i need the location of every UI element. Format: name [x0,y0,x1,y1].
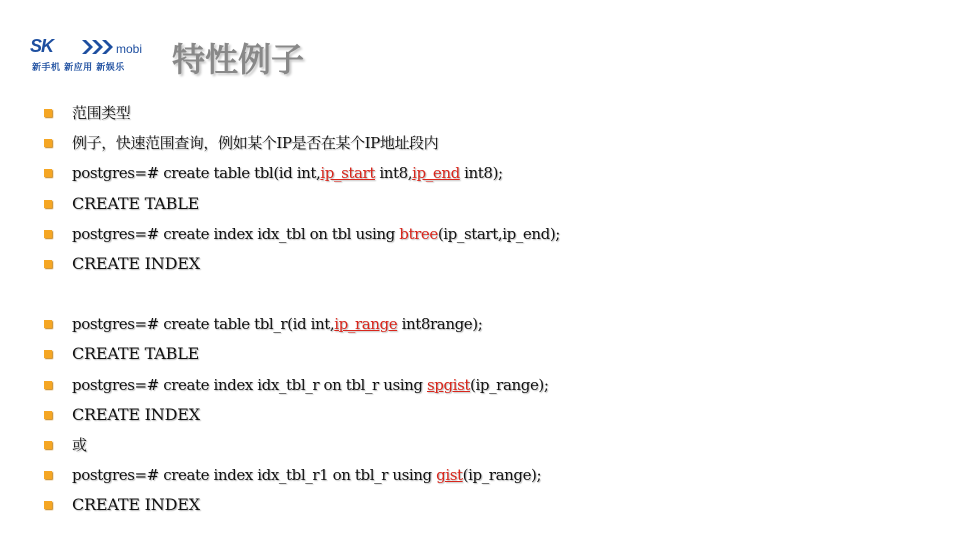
bullet-item [44,219,924,249]
bullet-text: CREATE INDEX [72,495,200,515]
highlighted-text: btree [399,224,438,243]
bullet-square-icon [44,169,52,177]
bullet-square-icon [44,350,52,358]
bullet-text: int8); [459,164,503,183]
logo-chevrons-icon [80,38,116,56]
logo-wordmark: SK [30,36,54,56]
bullet-text: postgres=# create index idx_tbl_r on tbl_r using [72,375,427,394]
bullet-text: CREATE TABLE [72,193,200,213]
bullet-square-icon [44,381,52,389]
highlighted-text: ip_range [334,315,398,334]
bullet-square-icon [44,320,52,328]
bullet-item [44,98,924,128]
bullet-square-icon [44,441,52,449]
bullet-text: postgres=# create table tbl_r(id int, [72,315,335,334]
bullet-item [44,128,924,158]
bullet-text: CREATE INDEX [72,253,200,273]
highlighted-text: ip_start [320,164,375,183]
logo-tagline: 新手机 新应用 新娱乐 [32,63,125,73]
company-logo [30,36,155,76]
bullet-text: (ip_range); [462,466,542,485]
logo-mobi-text: mobi [116,42,143,56]
bullet-text: postgres=# create index idx_tbl_r1 on tbl_r using [72,466,437,485]
bullet-text: CREATE INDEX [72,404,200,424]
bullet-text: 或 [72,435,87,454]
bullet-square-icon [44,230,52,238]
bullet-item [44,460,924,490]
bullet-item [44,430,924,460]
bullet-list [44,98,924,520]
bullet-item [44,309,924,339]
highlighted-text: ip_end [412,164,460,183]
bullet-item [44,370,924,400]
bullet-text: int8range); [397,315,483,334]
bullet-item [44,249,924,279]
bullet-item [44,400,924,430]
bullet-square-icon [44,411,52,419]
bullet-text: postgres=# create table tbl(id int, [72,164,321,183]
bullet-square-icon [44,109,52,117]
bullet-square-icon [44,139,52,147]
highlighted-text: gist [436,466,463,485]
bullet-item [44,490,924,520]
slide-title: 特性例子 [172,40,304,79]
bullet-item [44,158,924,188]
bullet-text: 例子，快速范围查询，例如某个IP是否在某个IP地址段内 [72,134,439,153]
bullet-square-icon [44,471,52,479]
bullet-text: postgres=# create index idx_tbl on tbl using [72,224,400,243]
bullet-text: (ip_range); [470,375,549,394]
bullet-square-icon [44,200,52,208]
bullet-square-icon [44,501,52,509]
bullet-text: CREATE TABLE [72,344,200,364]
bullet-text: (ip_start,ip_end); [437,224,560,243]
bullet-text: int8, [374,164,413,183]
bullet-item [44,189,924,219]
highlighted-text: spgist [426,375,471,394]
bullet-square-icon [44,260,52,268]
bullet-text: 范围类型 [72,104,131,122]
bullet-item [44,339,924,369]
